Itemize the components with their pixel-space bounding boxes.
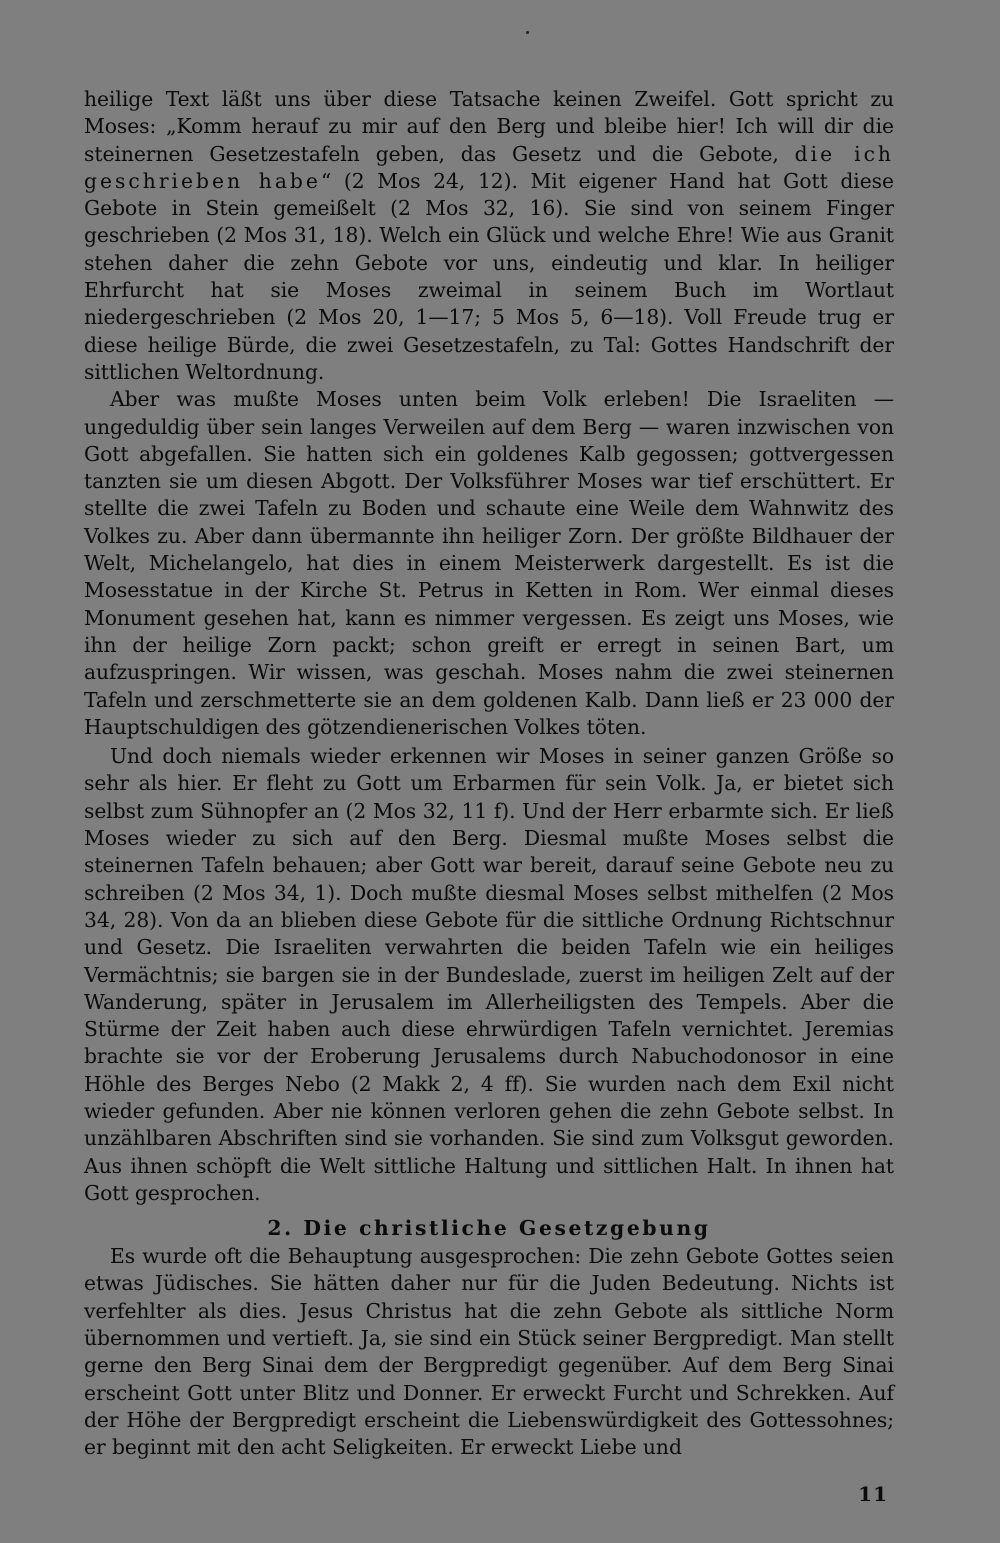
paragraph-1 bbox=[84, 86, 894, 386]
body-text bbox=[84, 86, 894, 1462]
paragraph-1-part-a: heilige Text läßt uns über diese Tatsache keinen Zweifel. Gott spricht zu Moses: „Komm herauf zu mir auf den Berg und bleibe hier! Ich will dir die steinernen Gesetzestafeln geben, das Gesetz und die Gebote, bbox=[84, 87, 894, 166]
page-number: 11 bbox=[858, 1482, 888, 1506]
paragraph-1-spaced-quote: die ich geschrieben habe bbox=[84, 141, 894, 193]
paragraph-3: Und doch niemals wieder erkennen wir Moses in seiner ganzen Größe so sehr als hier. Er fleht zu Gott um Erbarmen für sein Volk. Ja, er bietet sich selbst zum Sühnopfer an (2 Mos 32, 11 f). Und der Herr erbarmte sich. Er ließ Moses wieder zu sich auf den Berg. Diesmal mußte Moses selbst die steinernen Tafeln behauen; aber Gott war bereit, darauf seine Gebote neu zu schreiben (2 Mos 34, 1). Doch mußte diesmal Moses selbst mithelfen (2 Mos 34, 28). Von da an blieben diese Gebote für die sittliche Ordnung Richtschnur und Gesetz. Die Israeliten verwahrten die beiden Tafeln wie ein heiliges Vermächtnis; sie bargen sie in der Bundeslade, zuerst im heiligen Zelt auf der Wanderung, später in Jerusalem im Allerheiligsten des Tempels. Aber die Stürme der Zeit haben auch diese ehrwürdigen Tafeln vernichtet. Jeremias brachte sie vor der Eroberung Jerusalems durch Nabuchodonosor in eine Höhle des Berges Nebo (2 Makk 2, 4 ff). Sie wurden nach dem Exil nicht wieder gefunden. Aber nie können verloren gehen die zehn Gebote selbst. In unzählbaren Abschriften sind sie vorhanden. Sie sind zum Volksgut geworden. Aus ihnen schöpft die Welt sittliche Haltung und sittlichen Halt. In ihnen hat Gott gesprochen. bbox=[84, 744, 894, 1205]
paper-speck bbox=[526, 31, 529, 34]
paragraph-2: Aber was mußte Moses unten beim Volk erleben! Die Israeliten — ungeduldig über sein langes Verweilen auf dem Berg — waren inzwischen von Gott abgefallen. Sie hatten sich ein goldenes Kalb gegossen; gottvergessen tanzten sie um diesen Abgott. Der Volksführer Moses war tief erschüttert. Er stellte die zwei Tafeln zu Boden und schaute eine Weile dem Wahnwitz des Volkes zu. Aber dann übermannte ihn heiliger Zorn. Der größte Bildhauer der Welt, Michelangelo, hat dies in einem Meisterwerk dargestellt. Es ist die Mosesstatue in der Kirche St. Petrus in Ketten in Rom. Wer einmal dieses Monument gesehen hat, kann es nimmer vergessen. Es zeigt uns Moses, wie ihn der heilige Zorn packt; schon greift er erregt in seinen Bart, um aufzuspringen. Wir wissen, was geschah. Moses nahm die zwei steinernen Tafeln und zerschmetterte sie an dem goldenen Kalb. Dann ließ er 23 000 der Hauptschuldigen des götzendienerischen Volkes töten. bbox=[84, 387, 894, 739]
section-heading: 2. Die christliche Gesetzgebung bbox=[267, 1216, 711, 1241]
paragraph-4: Es wurde oft die Behauptung ausgesprochen: Die zehn Gebote Gottes seien etwas Jüdisches. Sie hätten daher nur für die Juden Bedeutung. Nichts ist verfehlter als dies. Jesus Christus hat die zehn Gebote als sittliche Norm übernommen und vertieft. Ja, sie sind ein Stück seiner Bergpredigt. Man stellt gerne den Berg Sinai dem der Bergpredigt gegenüber. Auf dem Berg Sinai erscheint Gott unter Blitz und Donner. Er erweckt Furcht und Schrekken. Auf der Höhe der Bergpredigt erscheint die Liebenswürdigkeit des Gottessohnes; er beginnt mit den acht Seligkeiten. Er erweckt Liebe und bbox=[84, 1244, 894, 1460]
paragraph-1-part-b: “ (2 Mos 24, 12). Mit eigener Hand hat Gott diese Gebote in Stein gemeißelt (2 Mos 32, 16). Sie sind von seinem Finger geschrieben (2 Mos 31, 18). Welch ein Glück und welche Ehre! Wie aus Granit stehen daher die zehn Gebote vor uns, eindeutig und klar. In heiliger Ehrfurcht hat sie Moses zweimal in seinem Buch im Wortlaut niedergeschrieben (2 Mos 20, 1—17; 5 Mos 5, 6—18). Voll Freude trug er diese heilige Bürde, die zwei Gesetzestafeln, zu Tal: Gottes Handschrift der sittlichen Weltordnung. bbox=[84, 168, 894, 384]
